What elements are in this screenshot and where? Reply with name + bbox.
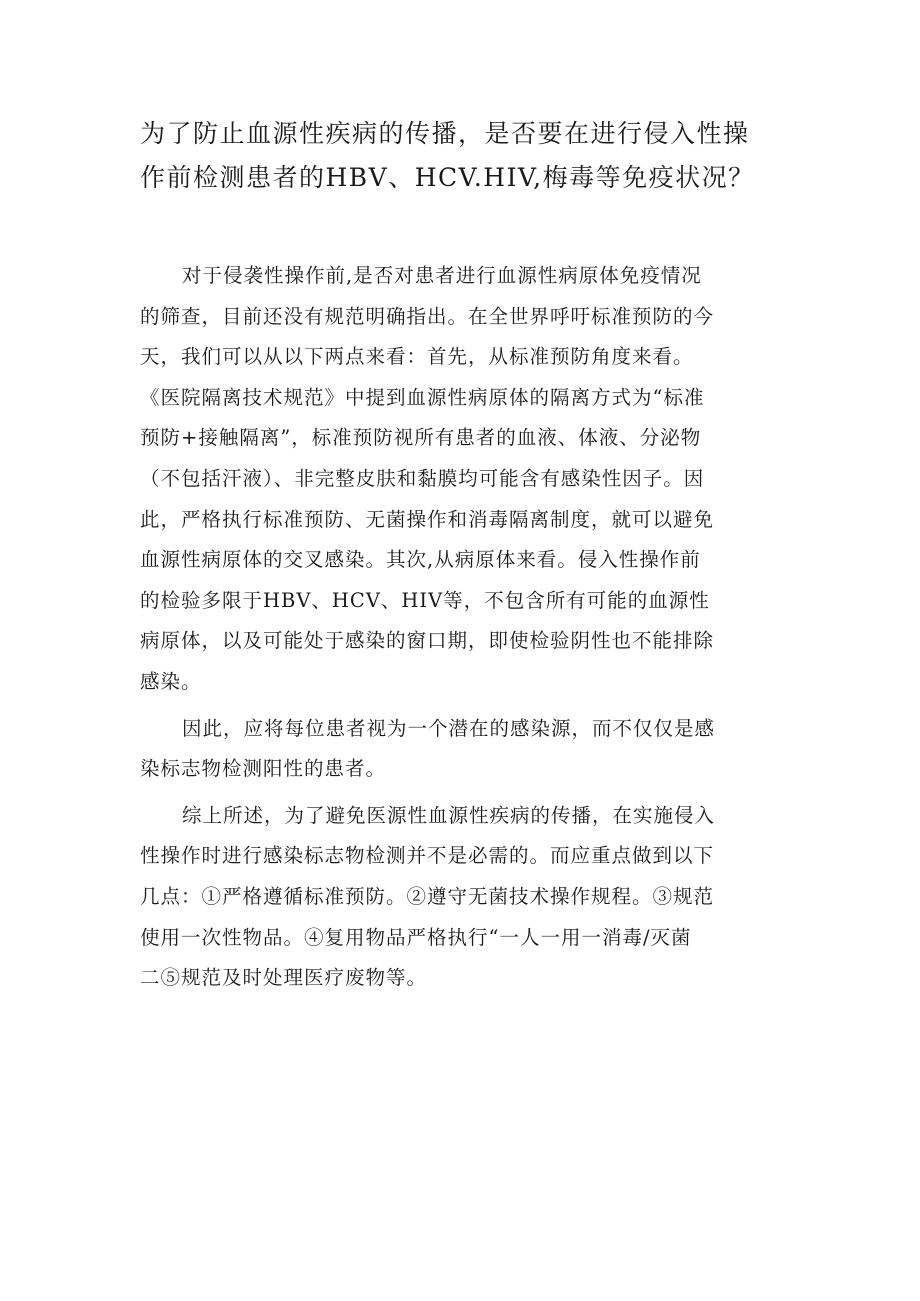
paragraph-3 <box>140 796 790 999</box>
text-line: 病原体，以及可能处于感染的窗口期，即使检验阴性也不能排除 <box>140 629 715 653</box>
text-line: 的检验多限于HBV、HCV、HIV等，不包含所有可能的血源性 <box>140 588 710 612</box>
document-title <box>140 112 790 200</box>
text-line: 感染。 <box>140 669 202 693</box>
paragraph-2 <box>140 709 790 790</box>
text-line: （不包括汗液）、非完整皮肤和黏膜均可能含有感染性因子。因 <box>140 466 705 490</box>
paragraph-1 <box>140 256 790 703</box>
title-line: 为了防止血源性疾病的传播，是否要在进行侵入性操 <box>140 119 750 148</box>
text-line: 预防+接触隔离”，标准预防视所有患者的血液、体液、分泌物 <box>140 426 702 450</box>
text-line: 《医院隔离技术规范》中提到血源性病原体的隔离方式为“标准 <box>140 385 705 409</box>
text-line: 性操作时进行感染标志物检测并不是必需的。而应重点做到以下 <box>140 844 715 868</box>
title-line: 作前检测患者的HBV、HCV.HIV,梅毒等免疫状况？ <box>140 163 755 192</box>
text-line: 使用一次性物品。④复用物品严格执行“一人一用一消毒/灭菌 <box>140 925 692 949</box>
text-line: 二⑤规范及时处理医疗废物等。 <box>140 966 428 990</box>
text-line: 染标志物检测阳性的患者。 <box>140 757 387 781</box>
text-line: 此，严格执行标准预防、无菌操作和消毒隔离制度，就可以避免 <box>140 507 715 531</box>
document-body <box>140 256 790 999</box>
text-line: 因此，应将每位患者视为一个潜在的感染源，而不仅仅是感 <box>182 716 716 740</box>
text-line: 血源性病原体的交叉感染。其次,从病原体来看。侵入性操作前 <box>140 548 701 572</box>
text-line: 几点：①严格遵循标准预防。②遵守无菌技术操作规程。③规范 <box>140 884 715 908</box>
text-line: 的筛查，目前还没有规范明确指出。在全世界呼吁标准预防的今 <box>140 304 715 328</box>
text-line: 对于侵袭性操作前,是否对患者进行血源性病原体免疫情况 <box>182 264 702 287</box>
text-line: 天，我们可以从以下两点来看：首先，从标准预防角度来看。 <box>140 345 694 369</box>
text-line: 综上所述，为了避免医源性血源性疾病的传播，在实施侵入 <box>182 803 716 827</box>
